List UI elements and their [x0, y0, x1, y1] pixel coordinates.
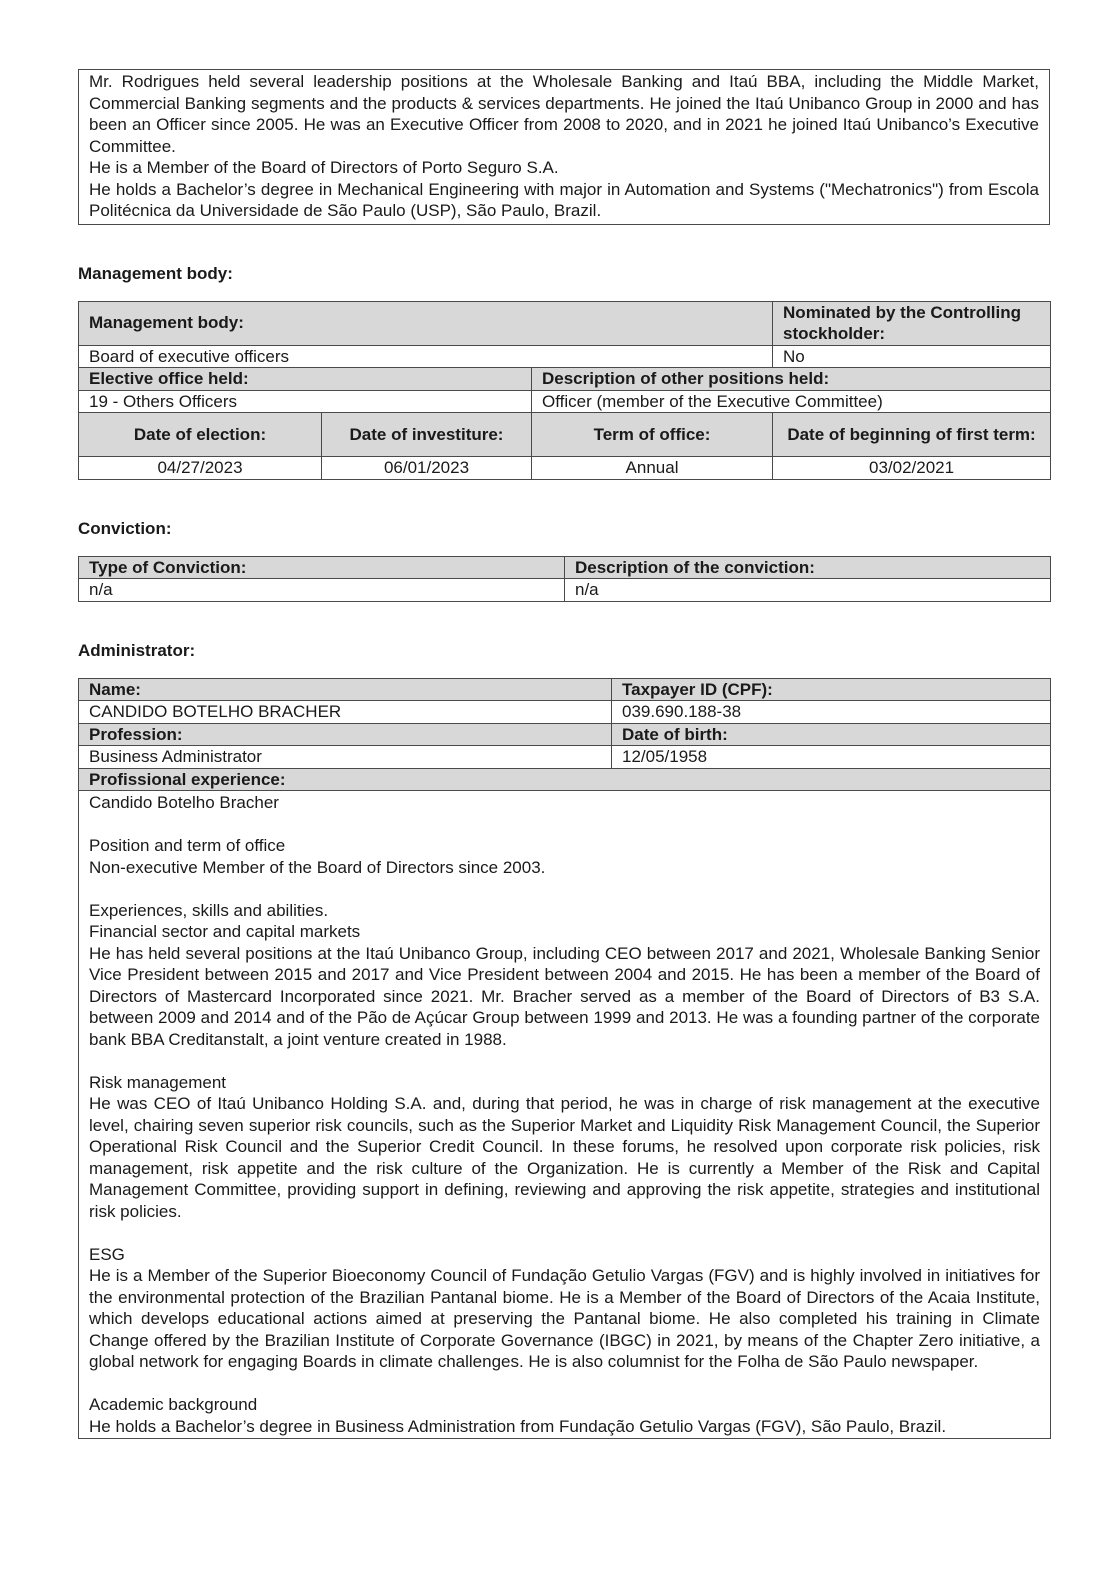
election-date-value: 04/27/2023: [79, 457, 322, 480]
academic-text: He holds a Bachelor’s degree in Business Administration from Fundação Getulio Vargas (FGV), São Paulo, Brazil.: [89, 1416, 947, 1436]
conviction-section-title: Conviction:: [78, 518, 172, 538]
conviction-description-value: n/a: [565, 579, 1051, 602]
conviction-type-value: n/a: [79, 579, 565, 602]
academic-heading: Academic background: [89, 1395, 258, 1414]
management-body-value: Board of executive officers: [79, 345, 773, 368]
name-label: Name:: [79, 678, 612, 701]
intro-bio-cell: [79, 70, 1050, 225]
experience-label: Profissional experience:: [79, 768, 1051, 791]
management-section-title: Management body:: [78, 263, 233, 283]
intro-paragraph: Mr. Rodrigues held several leadership positions at the Wholesale Banking and Itaú BBA, including the Middle Market, Commercial Banking segments and the products & services departments. He joined the Itaú Unibanco Group in 2000 and has been an Officer since 2005. He was an Executive Officer from 2008 to 2020, and in 2021 he joined Itaú Unibanco’s Executive Committee.: [89, 72, 1039, 156]
term-label: Term of office:: [532, 413, 773, 457]
nominated-label: Nominated by the Controlling stockholder:: [773, 301, 1051, 345]
financial-text: He has held several positions at the Itaú Unibanco Group, including CEO between 2017 and 2021, Wholesale Banking Senior Vice President between 2015 and 2017 and Vice President between 2004 and 2015. He has been a member of the Board of Directors of Mastercard Incorporated since 2021. Mr. Bracher served as a member of the Board of Directors of B3 S.A. between 2009 and 2014 and of the Pão de Açúcar Group between 1999 and 2013. He was a founding partner of the corporate bank BBA Creditanstalt, a joint venture created in 1988.: [89, 943, 1040, 1049]
other-positions-label: Description of other positions held:: [532, 368, 1051, 391]
intro-paragraph: He holds a Bachelor’s degree in Mechanical Engineering with major in Automation and Systems ("Mechatronics") from Escola Politécnica da Universidade de São Paulo (USP), São Paulo, Brazil.: [89, 179, 1039, 220]
cpf-value: 039.690.188-38: [612, 701, 1051, 724]
first-term-label: Date of beginning of first term:: [773, 413, 1051, 457]
term-value: Annual: [532, 457, 773, 480]
first-term-value: 03/02/2021: [773, 457, 1051, 480]
esg-heading: ESG: [89, 1244, 125, 1264]
document-body: [78, 69, 1050, 1439]
investiture-date-value: 06/01/2023: [322, 457, 532, 480]
administrator-section-title: Administrator:: [78, 640, 196, 660]
cpf-label: Taxpayer ID (CPF):: [612, 678, 1051, 701]
elective-office-value: 19 - Others Officers: [79, 390, 532, 413]
investiture-date-label: Date of investiture:: [322, 413, 532, 457]
experience-name-line: Candido Botelho Bracher: [89, 793, 279, 812]
esg-text: He is a Member of the Superior Bioeconomy Council of Fundação Getulio Vargas (FGV) and is highly involved in initiatives for the environmental protection of the Brazilian Pantanal biome. He is a Member of the Board of Directors of the Acaia Institute, which develops educational actions aimed at preserving the Pantanal biome. He also completed his training in Climate Change offered by the Brazilian Institute of Corporate Governance (IBGC) in 2021, by means of the Chapter Zero initiative, a global network for engaging Boards in climate challenges. He is also columnist for the Folha de São Paulo newspaper.: [89, 1266, 1040, 1371]
nominated-value: No: [773, 345, 1051, 368]
skills-heading: Experiences, skills and abilities.: [89, 900, 329, 920]
intro-bio-box: [78, 69, 1050, 225]
other-positions-value: Officer (member of the Executive Committee): [532, 390, 1051, 413]
conviction-type-label: Type of Conviction:: [79, 556, 565, 579]
election-date-label: Date of election:: [79, 413, 322, 457]
risk-heading: Risk management: [89, 1072, 227, 1092]
experience-cell: [79, 791, 1051, 1439]
risk-text: He was CEO of Itaú Unibanco Holding S.A. and, during that period, he was in charge of risk management at the executive level, chairing seven superior risk councils, such as the Superior Market and Liquidity Risk Management Council, the Superior Operational Risk Council and the Superior Credit Council. In these forums, he resolved upon corporate risk policies, risk management, risk appetite and the risk culture of the Organization. He is currently a Member of the Risk and Capital Management Committee, providing support in defining, reviewing and approving the risk appetite, strategies and institutional risk policies.: [89, 1094, 1040, 1221]
administrator-table: [78, 678, 1051, 1440]
name-value: CANDIDO BOTELHO BRACHER: [79, 701, 612, 724]
conviction-description-label: Description of the conviction:: [565, 556, 1051, 579]
management-body-label: Management body:: [79, 301, 773, 345]
conviction-table: [78, 556, 1051, 602]
elective-office-label: Elective office held:: [79, 368, 532, 391]
position-heading: Position and term of office: [89, 836, 286, 855]
profession-value: Business Administrator: [79, 746, 612, 769]
financial-heading: Financial sector and capital markets: [89, 922, 361, 941]
position-text: Non-executive Member of the Board of Directors since 2003.: [89, 857, 546, 877]
birth-date-label: Date of birth:: [612, 723, 1051, 746]
management-body-table: [78, 301, 1051, 480]
birth-date-value: 12/05/1958: [612, 746, 1051, 769]
profession-label: Profession:: [79, 723, 612, 746]
intro-paragraph: He is a Member of the Board of Directors of Porto Seguro S.A.: [89, 158, 559, 177]
